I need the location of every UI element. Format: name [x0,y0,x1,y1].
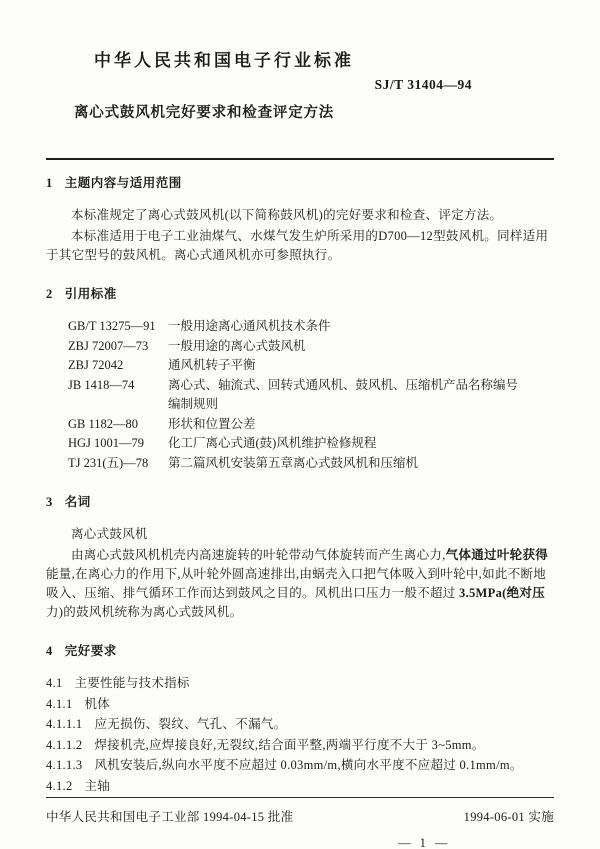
definition-emphasis-2: 3.5MPa(绝对压 [459,586,546,600]
reference-item [68,317,554,337]
clause-item [46,715,554,735]
clause-number: 4.1.1 [46,696,73,711]
reference-title: 一般用途离心通风机技术条件 [168,319,331,333]
section-scope [46,174,554,265]
clause-number: 4.1.1.3 [46,758,83,772]
section-requirements-heading [46,642,554,661]
reference-code: ZBJ 72042 [68,358,124,372]
definition-text-3: 力)的鼓风机统称为离心式鼓风机。 [46,605,243,619]
document-footer [46,797,554,849]
reference-code: GB 1182—80 [68,416,139,431]
reference-list [68,317,554,473]
section-references-heading [46,285,554,304]
reference-item [68,356,554,376]
section-title: 完好要求 [64,644,117,658]
standard-org-line: 中华人民共和国电子行业标准 [94,51,354,70]
section-terms [46,493,554,622]
implementation-date: 1994-06-01 实施 [463,810,554,824]
clause-text: 主轴 [84,778,111,793]
document-body [46,160,554,797]
section-number: 2 [46,287,53,301]
clause-number: 4.1.2 [46,778,73,793]
reference-item [68,434,554,454]
definition-emphasis-1: 气体通过叶轮获得 [445,548,549,562]
reference-title: 离心式、轴流式、回转式通风机、鼓风机、压缩机产品名称编号编制规则 [168,377,519,411]
section-requirements [46,642,554,796]
clause-number: 4.1 [46,676,63,690]
clause-text: 焊接机壳,应焊接良好,无裂纹,结合面平整,两端平行度不大于 3~5mm。 [94,737,485,752]
clause-text: 应无损伤、裂纹、气孔、不漏气。 [94,717,287,731]
reference-item [68,337,554,357]
reference-item [68,454,554,474]
approval-statement: 中华人民共和国电子工业部 1994-04-15 批准 [46,810,294,824]
footer-row [46,798,554,825]
clause-text: 风机安装后,纵向水平度不应超过 0.03mm/m,横向水平度不应超过 0.1mm/m。 [94,758,523,772]
section-title: 引用标准 [64,287,117,301]
clause-number: 4.1.1.1 [46,717,83,731]
reference-code: HGJ 1001—79 [68,436,145,450]
reference-title: 第二篇风机安装第五章离心式鼓风机和压缩机 [168,455,419,470]
section-terms-heading [46,493,554,512]
clause-item [46,674,554,694]
clause-item [46,695,554,715]
page-number: — 1 — [398,836,451,849]
scope-paragraph-2: 本标准适用于电子工业油煤气、水煤气发生炉所采用的D700—12型鼓风机。同样适用于其它型号的鼓风机。离心式通风机亦可参照执行。 [46,229,549,262]
reference-code: TJ 231(五)—78 [68,455,149,470]
clause-text: 主要性能与技术指标 [74,676,190,690]
section-number: 4 [46,644,53,658]
clause-number: 4.1.1.2 [46,737,83,752]
reference-item [68,415,554,435]
section-scope-heading [46,174,554,193]
scope-paragraph-1: 本标准规定了离心式鼓风机(以下简称鼓风机)的完好要求和检查、评定方法。 [71,208,503,222]
reference-title: 化工厂离心式通(鼓)风机维护检修规程 [168,436,377,450]
section-number: 3 [46,495,53,509]
clause-item [46,736,554,756]
clause-item [46,756,554,776]
reference-code: JB 1418—74 [68,377,135,392]
section-references [46,285,554,473]
section-number: 1 [46,176,53,190]
document-header [46,46,554,160]
reference-code: GB/T 13275—91 [68,319,156,333]
term-definition [46,546,554,622]
standard-number: SJ/T 31404—94 [374,77,472,92]
section-title: 名词 [64,495,91,509]
definition-text-2: 能量,在离心力的作用下,从叶轮外圆高速排出,由蜗壳入口把气体吸入到叶轮中,如此不断地吸入、压缩、排气循环工作而达到鼓风之目的。风机出口压力一般不超过 [46,567,547,600]
reference-item [68,376,554,415]
reference-title: 通风机转子平衡 [168,358,256,372]
reference-title: 形状和位置公差 [168,416,256,431]
term-name: 离心式鼓风机 [71,527,148,541]
reference-code: ZBJ 72007—73 [68,338,149,353]
definition-text-1: 由离心式鼓风机机壳内高速旋转的叶轮带动气体旋转而产生离心力, [71,548,446,562]
section-title: 主题内容与适用范围 [64,176,182,190]
reference-title: 一般用途的离心式鼓风机 [168,338,306,353]
clause-item [46,777,554,797]
clause-text: 机体 [84,696,111,711]
document-title: 离心式鼓风机完好要求和检查评定方法 [74,105,335,121]
